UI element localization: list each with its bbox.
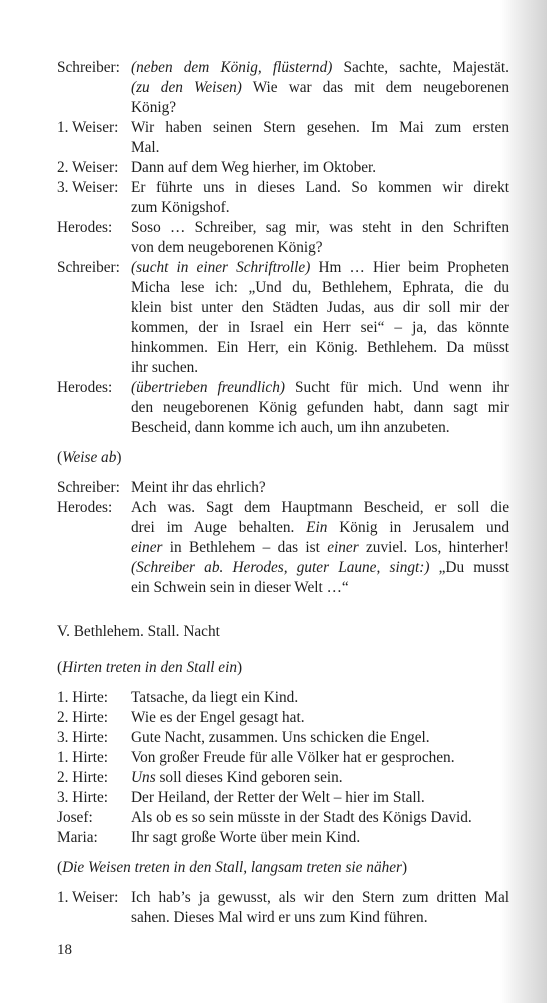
text-run: Sachte, sachte, Majestät. xyxy=(332,59,509,76)
text-run: ihr suchen. xyxy=(131,359,199,376)
italic-run: Die Weisen treten in den Stall, langsam treten sie näher xyxy=(62,859,402,876)
italic-run: (sucht in einer Schriftrolle) xyxy=(131,259,311,276)
text-run: in Bethlehem – das ist xyxy=(162,539,328,556)
speaker-name: 1. Hirte: xyxy=(57,749,108,766)
page-number: 18 xyxy=(57,942,72,958)
text-run: hinkommen. Ein Herr, ein König. Bethlehem. Da müsst xyxy=(131,339,509,356)
text-run: Ach was. Sagt dem Hauptmann Bescheid, er soll die xyxy=(131,499,509,516)
speaker-name: 1. Hirte: xyxy=(57,689,108,706)
italic-run: einer xyxy=(327,539,359,556)
speaker-name: Herodes: xyxy=(57,379,113,396)
dialogue-line xyxy=(131,768,343,788)
text-run: Der Heiland, der Retter der Welt – hier im Stall. xyxy=(131,789,425,806)
text-run: Hm … Hier beim Propheten xyxy=(310,259,509,276)
text-run: Meint ihr das ehrlich? xyxy=(131,479,266,496)
dialogue-line xyxy=(131,498,509,518)
stage-direction xyxy=(57,658,242,678)
text-run: Ich hab’s ja gewusst, als wir den Stern zum dritten Mal xyxy=(131,889,509,906)
text-run: Ihr sagt große Worte über mein Kind. xyxy=(131,829,361,846)
text-run: drei im Auge behalten. xyxy=(131,519,307,536)
dialogue-line xyxy=(131,908,428,928)
text-run: Bescheid, dann komme ich auch, um ihn anzubeten. xyxy=(131,419,450,436)
italic-run: (zu den Weisen) xyxy=(131,79,242,96)
dialogue-line xyxy=(131,218,509,238)
italic-run: Hirten treten in den Stall ein xyxy=(62,659,238,676)
stage-direction xyxy=(57,448,121,468)
text-run: ( xyxy=(57,449,63,466)
dialogue-line xyxy=(131,298,509,318)
dialogue-line xyxy=(131,808,472,828)
dialogue-line xyxy=(131,78,509,98)
dialogue-line xyxy=(131,358,198,378)
dialogue-line xyxy=(131,98,176,118)
dialogue-line xyxy=(131,398,509,418)
text-run: Von großer Freude für alle Völker hat er gesprochen. xyxy=(131,749,455,766)
text-run: Dann auf dem Weg hierher, im Oktober. xyxy=(131,159,377,176)
speaker-name: Herodes: xyxy=(57,499,113,516)
dialogue-line xyxy=(131,318,509,338)
dialogue-line xyxy=(131,138,159,158)
dialogue-line xyxy=(131,708,305,728)
text-run: klein bist unter den Städten Judas, aus dir soll mir der xyxy=(131,299,509,316)
dialogue-line xyxy=(131,58,509,78)
dialogue-line xyxy=(131,118,509,138)
text-run: Wie es der Engel gesagt hat. xyxy=(131,709,305,726)
text-run: ) xyxy=(402,859,408,876)
dialogue-line xyxy=(131,418,450,438)
speaker-name: Josef: xyxy=(57,809,93,826)
text-run: zuviel. Los, hinterher! xyxy=(358,539,509,556)
speaker-name: Schreiber: xyxy=(57,479,120,496)
dialogue-line xyxy=(131,728,430,748)
text-run: ) xyxy=(116,449,122,466)
speaker-name: Maria: xyxy=(57,829,98,846)
text-run: sahen. Dieses Mal wird er uns zum Kind führen. xyxy=(131,909,428,926)
text-run: „Du musst xyxy=(429,559,509,576)
italic-run: Weise ab xyxy=(62,449,117,466)
speaker-name: 1. Weiser: xyxy=(57,119,119,136)
text-run: Gute Nacht, zusammen. Uns schicken die Engel. xyxy=(131,729,430,746)
text-run: Wir haben seinen Stern gesehen. Im Mai zum ersten xyxy=(131,119,509,136)
speaker-name: 2. Weiser: xyxy=(57,159,119,176)
text-run: Micha lese ich: „Und du, Bethlehem, Ephrata, die du xyxy=(131,279,509,296)
dialogue-line xyxy=(131,888,509,908)
dialogue-line xyxy=(131,478,266,498)
text-run: König in Jerusalem und xyxy=(327,519,509,536)
speaker-name: Herodes: xyxy=(57,219,113,236)
dialogue-line xyxy=(131,748,455,768)
text-run: den neugeborenen König gefunden habt, dann sagt mir xyxy=(131,399,509,416)
dialogue-line xyxy=(131,278,509,298)
text-run: Soso … Schreiber, sag mir, was steht in den Schriften xyxy=(131,219,509,236)
italic-run: (übertrieben freundlich) xyxy=(131,379,285,396)
dialogue-line xyxy=(131,378,509,398)
speaker-name: 2. Hirte: xyxy=(57,769,108,786)
text-run: Tatsache, da liegt ein Kind. xyxy=(131,689,299,706)
speaker-name: Schreiber: xyxy=(57,259,120,276)
italic-run: (Schreiber ab. Herodes, guter Laune, singt:) xyxy=(131,559,430,576)
dialogue-line xyxy=(131,828,360,848)
text-run: ) xyxy=(237,659,243,676)
dialogue-line xyxy=(131,518,509,538)
speaker-name: 3. Weiser: xyxy=(57,179,119,196)
text-run: von dem neugeborenen König? xyxy=(131,239,323,256)
text-run: zum Königshof. xyxy=(131,199,230,216)
italic-run: (neben dem König, flüsternd) xyxy=(131,59,333,76)
text-run: kommen, der in Israel ein Herr sei“ – ja, das könnte xyxy=(131,319,509,336)
text-run: Wie war das mit dem neugeborenen xyxy=(241,79,509,96)
dialogue-line xyxy=(131,338,509,358)
speaker-name: Schreiber: xyxy=(57,59,120,76)
dialogue-line xyxy=(131,538,509,558)
text-run: soll dieses Kind geboren sein. xyxy=(155,769,343,786)
speaker-name: 3. Hirte: xyxy=(57,729,108,746)
text-run: Mal. xyxy=(131,139,160,156)
speaker-name: 2. Hirte: xyxy=(57,709,108,726)
text-run: Als ob es so sein müsste in der Stadt des Königs David. xyxy=(131,809,472,826)
italic-run: Uns xyxy=(131,769,156,786)
text-run: Er führte uns in dieses Land. So kommen wir direkt xyxy=(131,179,509,196)
dialogue-line xyxy=(131,178,509,198)
speaker-name: 3. Hirte: xyxy=(57,789,108,806)
stage-direction xyxy=(57,858,407,878)
dialogue-line xyxy=(131,688,298,708)
italic-run: einer xyxy=(131,539,163,556)
text-run: Sucht für mich. Und wenn ihr xyxy=(284,379,509,396)
speaker-name: 1. Weiser: xyxy=(57,889,119,906)
scene-heading: V. Bethlehem. Stall. Nacht xyxy=(57,623,220,640)
text-run: König? xyxy=(131,99,177,116)
dialogue-line xyxy=(131,558,509,578)
text-run: ein Schwein sein in dieser Welt …“ xyxy=(131,579,349,596)
dialogue-line xyxy=(131,258,509,278)
text-run: ( xyxy=(57,859,63,876)
dialogue-line xyxy=(131,158,376,178)
dialogue-line xyxy=(131,788,425,808)
text-run: ( xyxy=(57,659,63,676)
dialogue-line xyxy=(131,578,349,598)
dialogue-line xyxy=(131,198,230,218)
italic-run: Ein xyxy=(306,519,328,536)
dialogue-line xyxy=(131,238,323,258)
